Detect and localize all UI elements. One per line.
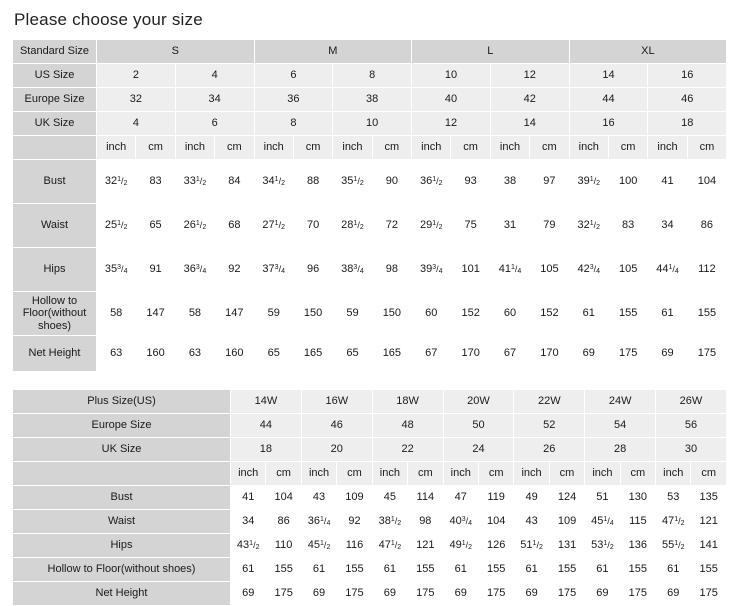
cell: 104 bbox=[687, 160, 726, 204]
cell: 150 bbox=[293, 292, 332, 336]
unit-cell: cm bbox=[266, 462, 301, 486]
cell: 124 bbox=[549, 486, 584, 510]
cell: 31 bbox=[490, 204, 529, 248]
unit-cell: cm bbox=[408, 462, 443, 486]
cell: 68 bbox=[215, 204, 254, 248]
cell: 63 bbox=[97, 336, 136, 372]
cell: 104 bbox=[266, 486, 301, 510]
cell: 69 bbox=[231, 582, 266, 606]
cell: $44^1/4$ bbox=[648, 248, 687, 292]
unit-cell: cm bbox=[478, 462, 513, 486]
cell: 86 bbox=[266, 510, 301, 534]
table-row-net-height bbox=[13, 582, 727, 606]
cell: $32^1/2$ bbox=[569, 204, 608, 248]
table-row-waist bbox=[13, 204, 727, 248]
cell: 75 bbox=[451, 204, 490, 248]
unit-cell: inch bbox=[514, 462, 549, 486]
cell: 69 bbox=[443, 582, 478, 606]
cell: 155 bbox=[337, 558, 372, 582]
cell: 175 bbox=[608, 336, 647, 372]
cell: 175 bbox=[337, 582, 372, 606]
plus-size-20w: 20W bbox=[443, 390, 514, 414]
cell: 126 bbox=[478, 534, 513, 558]
cell: 60 bbox=[490, 292, 529, 336]
cell: $39^3/4$ bbox=[412, 248, 451, 292]
cell: 155 bbox=[478, 558, 513, 582]
cell: 24 bbox=[443, 438, 514, 462]
plus-size-16w: 16W bbox=[301, 390, 372, 414]
cell: 54 bbox=[585, 414, 656, 438]
cell: 52 bbox=[514, 414, 585, 438]
plus-size-26w: 26W bbox=[656, 390, 727, 414]
cell: 109 bbox=[549, 510, 584, 534]
row-label-net-height: Net Height bbox=[13, 336, 97, 372]
table-row-hips bbox=[13, 534, 727, 558]
plus-size-18w: 18W bbox=[372, 390, 443, 414]
cell: 98 bbox=[372, 248, 411, 292]
cell: 38 bbox=[490, 160, 529, 204]
cell: 155 bbox=[691, 558, 726, 582]
row-label-plus-size: Plus Size(US) bbox=[13, 390, 231, 414]
unit-cell: cm bbox=[451, 136, 490, 160]
cell: 69 bbox=[656, 582, 691, 606]
cell: 100 bbox=[608, 160, 647, 204]
cell: 34 bbox=[175, 88, 254, 112]
cell: 61 bbox=[301, 558, 336, 582]
unit-cell: inch bbox=[490, 136, 529, 160]
cell: 175 bbox=[691, 582, 726, 606]
cell: 41 bbox=[231, 486, 266, 510]
cell: 16 bbox=[569, 112, 648, 136]
cell: 8 bbox=[254, 112, 333, 136]
cell: $35^1/2$ bbox=[333, 160, 372, 204]
cell: 69 bbox=[585, 582, 620, 606]
unit-cell: cm bbox=[620, 462, 655, 486]
unit-cell: cm bbox=[691, 462, 726, 486]
size-group-xl: XL bbox=[569, 40, 727, 64]
cell: 155 bbox=[608, 292, 647, 336]
plus-size-24w: 24W bbox=[585, 390, 656, 414]
table-row bbox=[13, 112, 727, 136]
unit-cell: cm bbox=[608, 136, 647, 160]
cell: 4 bbox=[175, 64, 254, 88]
cell: $25^1/2$ bbox=[97, 204, 136, 248]
cell: 8 bbox=[333, 64, 412, 88]
row-label-waist: Waist bbox=[13, 204, 97, 248]
unit-cell: cm bbox=[530, 136, 569, 160]
cell: 116 bbox=[337, 534, 372, 558]
cell: 170 bbox=[451, 336, 490, 372]
unit-cell: inch bbox=[372, 462, 407, 486]
cell: 65 bbox=[333, 336, 372, 372]
cell: 59 bbox=[254, 292, 293, 336]
cell: 43 bbox=[301, 486, 336, 510]
cell: 61 bbox=[372, 558, 407, 582]
cell: 90 bbox=[372, 160, 411, 204]
cell: 86 bbox=[687, 204, 726, 248]
cell: $28^1/2$ bbox=[333, 204, 372, 248]
cell: $27^1/2$ bbox=[254, 204, 293, 248]
unit-cell: cm bbox=[549, 462, 584, 486]
unit-cell: inch bbox=[585, 462, 620, 486]
cell: 69 bbox=[514, 582, 549, 606]
cell: 67 bbox=[412, 336, 451, 372]
cell: 152 bbox=[451, 292, 490, 336]
cell: 69 bbox=[569, 336, 608, 372]
cell: 44 bbox=[231, 414, 302, 438]
row-label-bust: Bust bbox=[13, 160, 97, 204]
cell: 175 bbox=[687, 336, 726, 372]
unit-cell: inch bbox=[443, 462, 478, 486]
cell: 63 bbox=[175, 336, 214, 372]
unit-cell: cm bbox=[372, 136, 411, 160]
cell: $26^1/2$ bbox=[175, 204, 214, 248]
unit-cell: cm bbox=[687, 136, 726, 160]
table-row-hollow-to-floor bbox=[13, 558, 727, 582]
row-label-standard-size: Standard Size bbox=[13, 40, 97, 64]
table-row-units bbox=[13, 462, 727, 486]
cell: $45^1/2$ bbox=[301, 534, 336, 558]
cell: 93 bbox=[451, 160, 490, 204]
cell: 61 bbox=[231, 558, 266, 582]
cell: 175 bbox=[266, 582, 301, 606]
cell: 26 bbox=[514, 438, 585, 462]
cell: 83 bbox=[608, 204, 647, 248]
cell: $55^1/2$ bbox=[656, 534, 691, 558]
row-label-bust: Bust bbox=[13, 486, 231, 510]
cell: 121 bbox=[408, 534, 443, 558]
cell: 47 bbox=[443, 486, 478, 510]
unit-cell: inch bbox=[412, 136, 451, 160]
row-label-hollow-to-floor: Hollow to Floor(without shoes) bbox=[13, 292, 97, 336]
cell: 46 bbox=[648, 88, 727, 112]
cell: 101 bbox=[451, 248, 490, 292]
cell: $41^1/4$ bbox=[490, 248, 529, 292]
cell: 155 bbox=[266, 558, 301, 582]
cell: 155 bbox=[687, 292, 726, 336]
cell: 175 bbox=[549, 582, 584, 606]
cell: $39^1/2$ bbox=[569, 160, 608, 204]
size-group-l: L bbox=[412, 40, 570, 64]
cell: 97 bbox=[530, 160, 569, 204]
cell: 32 bbox=[97, 88, 176, 112]
cell: 12 bbox=[490, 64, 569, 88]
cell: 110 bbox=[266, 534, 301, 558]
row-label-blank bbox=[13, 462, 231, 486]
size-group-s: S bbox=[97, 40, 255, 64]
cell: 83 bbox=[136, 160, 175, 204]
cell: 51 bbox=[585, 486, 620, 510]
cell: 18 bbox=[231, 438, 302, 462]
row-label-us-size: US Size bbox=[13, 64, 97, 88]
cell: 67 bbox=[490, 336, 529, 372]
cell: 61 bbox=[648, 292, 687, 336]
table-row bbox=[13, 390, 727, 414]
cell: 56 bbox=[656, 414, 727, 438]
size-group-m: M bbox=[254, 40, 412, 64]
cell: 104 bbox=[478, 510, 513, 534]
cell: 45 bbox=[372, 486, 407, 510]
unit-cell: cm bbox=[215, 136, 254, 160]
cell: $38^1/2$ bbox=[372, 510, 407, 534]
cell: 10 bbox=[412, 64, 491, 88]
cell: 115 bbox=[620, 510, 655, 534]
cell: $36^1/4$ bbox=[301, 510, 336, 534]
unit-cell: inch bbox=[648, 136, 687, 160]
cell: $49^1/2$ bbox=[443, 534, 478, 558]
cell: 40 bbox=[412, 88, 491, 112]
unit-cell: inch bbox=[97, 136, 136, 160]
cell: 4 bbox=[97, 112, 176, 136]
table-row bbox=[13, 40, 727, 64]
cell: 119 bbox=[478, 486, 513, 510]
unit-cell: inch bbox=[301, 462, 336, 486]
cell: $47^1/2$ bbox=[656, 510, 691, 534]
cell: 58 bbox=[175, 292, 214, 336]
table-row-units bbox=[13, 136, 727, 160]
cell: 30 bbox=[656, 438, 727, 462]
cell: 14 bbox=[569, 64, 648, 88]
cell: 48 bbox=[372, 414, 443, 438]
cell: 130 bbox=[620, 486, 655, 510]
cell: 61 bbox=[569, 292, 608, 336]
table-row-bust bbox=[13, 486, 727, 510]
table-row-bust bbox=[13, 160, 727, 204]
cell: $42^3/4$ bbox=[569, 248, 608, 292]
cell: 150 bbox=[372, 292, 411, 336]
cell: 88 bbox=[293, 160, 332, 204]
cell: 61 bbox=[514, 558, 549, 582]
cell: 50 bbox=[443, 414, 514, 438]
cell: 72 bbox=[372, 204, 411, 248]
cell: 28 bbox=[585, 438, 656, 462]
cell: 44 bbox=[569, 88, 648, 112]
cell: 10 bbox=[333, 112, 412, 136]
cell: 61 bbox=[656, 558, 691, 582]
plus-size-22w: 22W bbox=[514, 390, 585, 414]
cell: 42 bbox=[490, 88, 569, 112]
cell: 36 bbox=[254, 88, 333, 112]
cell: $34^1/2$ bbox=[254, 160, 293, 204]
unit-cell: inch bbox=[231, 462, 266, 486]
cell: 165 bbox=[372, 336, 411, 372]
cell: 136 bbox=[620, 534, 655, 558]
cell: 84 bbox=[215, 160, 254, 204]
page-title: Please choose your size bbox=[14, 10, 203, 29]
cell: 69 bbox=[648, 336, 687, 372]
cell: 61 bbox=[585, 558, 620, 582]
cell: $45^1/4$ bbox=[585, 510, 620, 534]
cell: 6 bbox=[175, 112, 254, 136]
cell: 41 bbox=[648, 160, 687, 204]
cell: 170 bbox=[530, 336, 569, 372]
row-label-uk-size: UK Size bbox=[13, 112, 97, 136]
cell: $37^3/4$ bbox=[254, 248, 293, 292]
cell: 92 bbox=[215, 248, 254, 292]
table-row-waist bbox=[13, 510, 727, 534]
cell: 65 bbox=[254, 336, 293, 372]
cell: 135 bbox=[691, 486, 726, 510]
row-label-uk-size: UK Size bbox=[13, 438, 231, 462]
cell: $32^1/2$ bbox=[97, 160, 136, 204]
cell: $40^3/4$ bbox=[443, 510, 478, 534]
cell: 98 bbox=[408, 510, 443, 534]
plus-size-table bbox=[12, 389, 727, 606]
cell: 58 bbox=[97, 292, 136, 336]
cell: $35^3/4$ bbox=[97, 248, 136, 292]
row-label-europe-size: Europe Size bbox=[13, 414, 231, 438]
cell: 114 bbox=[408, 486, 443, 510]
cell: 160 bbox=[136, 336, 175, 372]
cell: 141 bbox=[691, 534, 726, 558]
unit-cell: cm bbox=[293, 136, 332, 160]
cell: 14 bbox=[490, 112, 569, 136]
table-row-net-height bbox=[13, 336, 727, 372]
cell: 16 bbox=[648, 64, 727, 88]
cell: 53 bbox=[656, 486, 691, 510]
cell: $33^1/2$ bbox=[175, 160, 214, 204]
cell: 20 bbox=[301, 438, 372, 462]
cell: 155 bbox=[549, 558, 584, 582]
row-label-waist: Waist bbox=[13, 510, 231, 534]
cell: 43 bbox=[514, 510, 549, 534]
cell: 65 bbox=[136, 204, 175, 248]
cell: 79 bbox=[530, 204, 569, 248]
cell: 121 bbox=[691, 510, 726, 534]
cell: 59 bbox=[333, 292, 372, 336]
cell: 38 bbox=[333, 88, 412, 112]
cell: 175 bbox=[478, 582, 513, 606]
cell: $36^1/2$ bbox=[412, 160, 451, 204]
unit-cell: inch bbox=[254, 136, 293, 160]
table-row-hollow-to-floor bbox=[13, 292, 727, 336]
cell: 109 bbox=[337, 486, 372, 510]
cell: 61 bbox=[443, 558, 478, 582]
cell: 155 bbox=[620, 558, 655, 582]
unit-cell: inch bbox=[656, 462, 691, 486]
cell: $36^3/4$ bbox=[175, 248, 214, 292]
cell: 131 bbox=[549, 534, 584, 558]
unit-cell: inch bbox=[333, 136, 372, 160]
row-label-hips: Hips bbox=[13, 534, 231, 558]
standard-size-table bbox=[12, 39, 727, 372]
cell: 46 bbox=[301, 414, 372, 438]
cell: 70 bbox=[293, 204, 332, 248]
cell: 34 bbox=[648, 204, 687, 248]
cell: 49 bbox=[514, 486, 549, 510]
table-row bbox=[13, 414, 727, 438]
unit-cell: inch bbox=[175, 136, 214, 160]
row-label-europe-size: Europe Size bbox=[13, 88, 97, 112]
cell: 155 bbox=[408, 558, 443, 582]
table-row bbox=[13, 88, 727, 112]
cell: 34 bbox=[231, 510, 266, 534]
cell: $53^1/2$ bbox=[585, 534, 620, 558]
row-label-net-height: Net Height bbox=[13, 582, 231, 606]
cell: 2 bbox=[97, 64, 176, 88]
cell: 12 bbox=[412, 112, 491, 136]
cell: 96 bbox=[293, 248, 332, 292]
cell: 105 bbox=[608, 248, 647, 292]
unit-cell: cm bbox=[136, 136, 175, 160]
cell: 147 bbox=[136, 292, 175, 336]
cell: 91 bbox=[136, 248, 175, 292]
table-row bbox=[13, 64, 727, 88]
plus-size-14w: 14W bbox=[231, 390, 302, 414]
unit-cell: cm bbox=[337, 462, 372, 486]
cell: $38^3/4$ bbox=[333, 248, 372, 292]
cell: $47^1/2$ bbox=[372, 534, 407, 558]
cell: 18 bbox=[648, 112, 727, 136]
cell: 6 bbox=[254, 64, 333, 88]
row-label-hollow-to-floor: Hollow to Floor(without shoes) bbox=[13, 558, 231, 582]
row-label-hips: Hips bbox=[13, 248, 97, 292]
cell: $29^1/2$ bbox=[412, 204, 451, 248]
table-row-hips bbox=[13, 248, 727, 292]
cell: $43^1/2$ bbox=[231, 534, 266, 558]
cell: 160 bbox=[215, 336, 254, 372]
cell: 152 bbox=[530, 292, 569, 336]
cell: 105 bbox=[530, 248, 569, 292]
cell: 69 bbox=[301, 582, 336, 606]
cell: 165 bbox=[293, 336, 332, 372]
cell: 175 bbox=[620, 582, 655, 606]
row-label-blank bbox=[13, 136, 97, 160]
cell: 92 bbox=[337, 510, 372, 534]
cell: 22 bbox=[372, 438, 443, 462]
cell: 112 bbox=[687, 248, 726, 292]
cell: 147 bbox=[215, 292, 254, 336]
table-row bbox=[13, 438, 727, 462]
cell: 60 bbox=[412, 292, 451, 336]
unit-cell: inch bbox=[569, 136, 608, 160]
cell: 175 bbox=[408, 582, 443, 606]
cell: 69 bbox=[372, 582, 407, 606]
cell: $51^1/2$ bbox=[514, 534, 549, 558]
